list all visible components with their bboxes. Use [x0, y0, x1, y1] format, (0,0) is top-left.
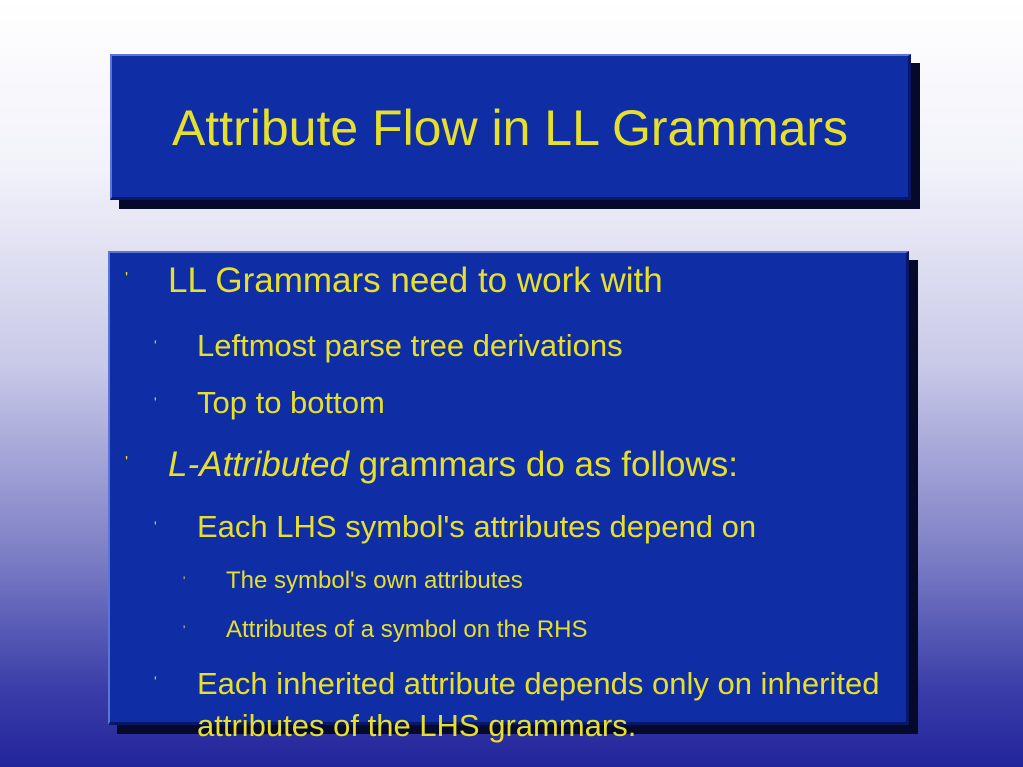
bullet-rest-text: grammars do as follows: — [348, 445, 738, 484]
bullet-marker: ' — [183, 623, 186, 637]
bullet-marker: ' — [154, 518, 157, 534]
bullet-item: Each LHS symbol's attributes depend on — [197, 509, 757, 544]
bullet-italic-term: L-Attributed — [168, 445, 349, 484]
bullet-item: Top to bottom — [197, 385, 385, 420]
bullet-item: Each inherited attribute depends only on inherited attributes of the LHS grammars. — [197, 666, 880, 743]
bullet-marker: ' — [125, 454, 129, 471]
bullet-marker: ' — [154, 394, 157, 410]
bullet-item: LL Grammars need to work with — [168, 261, 663, 300]
bullet-marker: ' — [183, 574, 186, 588]
slide-title: Attribute Flow in LL Grammars — [171, 99, 849, 156]
bullet-item: Leftmost parse tree derivations — [197, 328, 623, 363]
content-panel — [108, 251, 909, 725]
bullet-item — [168, 445, 738, 485]
bullet-marker: ' — [154, 337, 157, 353]
bullet-marker: ' — [154, 673, 157, 689]
bullet-item: The symbol's own attributes — [226, 567, 523, 594]
bullet-marker: ' — [125, 270, 129, 287]
bullet-item: Attributes of a symbol on the RHS — [226, 616, 588, 643]
title-panel — [110, 54, 911, 200]
